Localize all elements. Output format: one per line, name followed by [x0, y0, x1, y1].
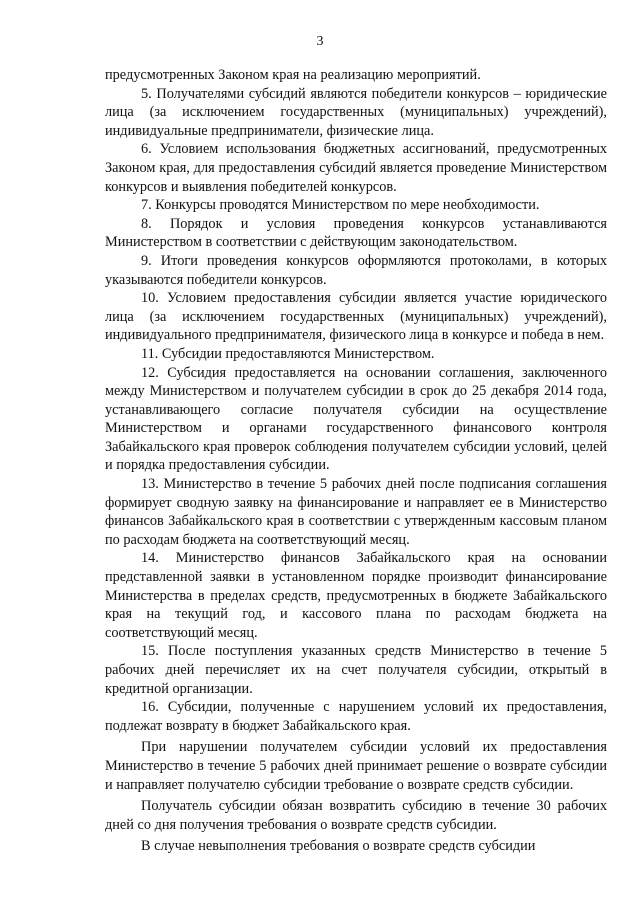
paragraph-item-10: 10. Условием предоставления субсидии является участие юридического лица (за исключением государственных (муниципальных) учреждений), индивидуального предпринимателя, физического лица в конкурсе и победа в нем. [105, 290, 607, 344]
paragraph-item-9: 9. Итоги проведения конкурсов оформляются протоколами, в которых указываются победители конкурсов. [105, 252, 607, 288]
paragraph-item-8: 8. Порядок и условия проведения конкурсов устанавливаются Министерством в соответствии с действующим законодательством. [105, 215, 607, 251]
paragraph-item-12: 12. Субсидия предоставляется на основании соглашения, заключенного между Министерством и получателем субсидии в срок до 25 декабря 2014 года, устанавливающего согласие получателя субсидии на осуществление Министерством и органами государственного финансового контроля Забайкальского края проверок соблюдения получателем субсидии условий, целей и порядка предоставления субсидии. [105, 364, 607, 474]
document-body [105, 66, 607, 856]
paragraph-item-6: 6. Условием использования бюджетных ассигнований, предусмотренных Законом края, для предоставления субсидий является проведение Министерством конкурсов и выявления победителей конкурсов. [105, 141, 607, 195]
paragraph-item-11: 11. Субсидии предоставляются Министерством. [141, 345, 435, 362]
paragraph-violation: При нарушении получателем субсидии условий их предоставления Министерство в течение 5 рабочих дней принимает решение о возврате субсидии и направляет получателю субсидии требование о возврате средств субсидии. [105, 739, 607, 793]
page-number: 3 [316, 34, 324, 49]
paragraph-item-14: 14. Министерство финансов Забайкальского края на основании представленной заявки в установленном порядке производит финансирование Министерства в пределах средств, предусмотренных в бюджете Забайкальского края на текущий год, и кассового плана по расходам бюджета на соответствующий месяц. [105, 550, 607, 641]
paragraph-non-compliance: В случае невыполнения требования о возврате средств субсидии [141, 838, 536, 855]
paragraph-item-15: 15. После поступления указанных средств Министерство в течение 5 рабочих дней перечисляет их на счет получателя субсидии, открытый в кредитной организации. [105, 643, 607, 697]
paragraph-item-7: 7. Конкурсы проводятся Министерством по мере необходимости. [141, 197, 540, 214]
paragraph-item-13: 13. Министерство в течение 5 рабочих дней после подписания соглашения формирует сводную заявку на финансирование и направляет ее в Министерство финансов Забайкальского края в соответствии с утвержденным кассовым планом по расходам бюджета на соответствующий месяц. [105, 476, 607, 548]
paragraph-refund-term: Получатель субсидии обязан возвратить субсидию в течение 30 рабочих дней со дня получения требования о возврате средств субсидии. [105, 798, 607, 833]
paragraph-item-16: 16. Субсидии, полученные с нарушением условий их предоставления, подлежат возврату в бюджет Забайкальского края. [105, 699, 607, 734]
paragraph-item-5: 5. Получателями субсидий являются победители конкурсов – юридические лица (за исключением государственных (муниципальных) учреждений), индивидуальные предприниматели, физические лица. [105, 85, 607, 139]
paragraph-continuation: предусмотренных Законом края на реализацию мероприятий. [105, 67, 481, 83]
